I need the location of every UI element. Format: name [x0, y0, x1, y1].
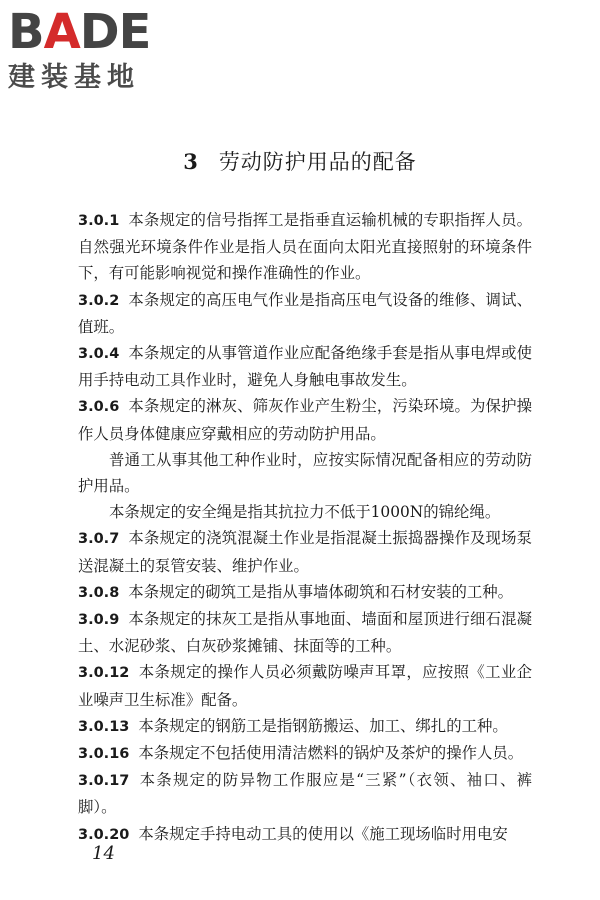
document-body: [78, 207, 532, 848]
paragraph-text: 本条规定的砌筑工是指从事墙体砌筑和石材安装的工种。: [128, 582, 514, 601]
paragraph-text: 本条规定的安全绳是指其抗拉力不低于1000N的锦纶绳。: [109, 503, 501, 522]
clause-number: 3.0.12: [78, 665, 130, 682]
paragraph: [78, 713, 532, 740]
paragraph: [78, 767, 532, 820]
paragraph-text: 本条规定的浇筑混凝土作业是指混凝土振捣器操作及现场泵送混凝土的泵管安装、维护作业。: [78, 529, 532, 575]
paragraph-text: 本条规定的抹灰工是指从事地面、墙面和屋顶进行细石混凝土、水泥砂浆、白灰砂浆摊铺、抹面等的工种。: [78, 610, 532, 656]
paragraph: [78, 606, 532, 659]
paragraph: [78, 207, 532, 287]
paragraph-text: 本条规定的高压电气作业是指高压电气设备的维修、调试、值班。: [78, 290, 532, 336]
paragraph-text: 本条规定的操作人员必须戴防噪声耳罩，应按照《工业企业噪声卫生标准》配备。: [78, 663, 532, 709]
paragraph-text: 本条规定不包括使用清洁燃料的锅炉及茶炉的操作人员。: [138, 744, 524, 763]
paragraph: [78, 659, 532, 712]
paragraph-text: 本条规定的信号指挥工是指垂直运输机械的专职指挥人员。自然强光环境条件作业是指人员在面向太阳光直接照射的环境条件下，有可能影响视觉和操作准确性的作业。: [78, 211, 532, 283]
paragraph-text: 本条规定的防异物工作服应是“三紧”（衣领、袖口、裤脚）。: [78, 771, 532, 817]
clause-number: 3.0.1: [78, 213, 120, 229]
paragraph: [78, 499, 532, 525]
paragraph: [78, 393, 532, 446]
clause-number: 3.0.4: [78, 346, 120, 363]
clause-number: 3.0.6: [78, 399, 120, 416]
paragraph: [78, 740, 532, 767]
clause-number: 3.0.17: [78, 773, 130, 790]
paragraph: [78, 821, 532, 848]
paragraph: [78, 447, 532, 499]
section-number: 3: [183, 149, 199, 174]
page-number: 14: [92, 843, 115, 864]
clause-number: 3.0.8: [78, 584, 120, 601]
clause-number: 3.0.2: [78, 292, 120, 309]
paragraph: [78, 340, 532, 393]
paragraph: [78, 579, 532, 606]
paragraph-text: 本条规定的从事管道作业应配备绝缘手套是指从事电焊或使用手持电动工具作业时，避免人身触电事故发生。: [78, 344, 532, 390]
logo-wordmark: BADE: [8, 4, 151, 60]
paragraph-text: 本条规定的淋灰、筛灰作业产生粉尘，污染环境。为保护操作人员身体健康应穿戴相应的劳动防护用品。: [78, 397, 532, 443]
clause-number: 3.0.16: [78, 746, 130, 763]
clause-number: 3.0.7: [78, 531, 120, 548]
paragraph: [78, 287, 532, 340]
paragraph-text: 普通工从事其他工种作业时，应按实际情况配备相应的劳动防护用品。: [78, 450, 532, 496]
section-title: [0, 148, 600, 176]
clause-number: 3.0.9: [78, 612, 120, 629]
logo-subtitle: 建装基地: [8, 62, 140, 93]
paragraph-text: 本条规定手持电动工具的使用以《施工现场临时用电安: [138, 824, 508, 843]
paragraph: [78, 525, 532, 578]
clause-number: 3.0.20: [78, 826, 130, 843]
clause-number: 3.0.13: [78, 718, 130, 735]
section-title-text: 劳动防护用品的配备: [218, 150, 417, 174]
paragraph-text: 本条规定的钢筋工是指钢筋搬运、加工、绑扎的工种。: [138, 716, 508, 735]
bade-logo: [8, 6, 178, 98]
